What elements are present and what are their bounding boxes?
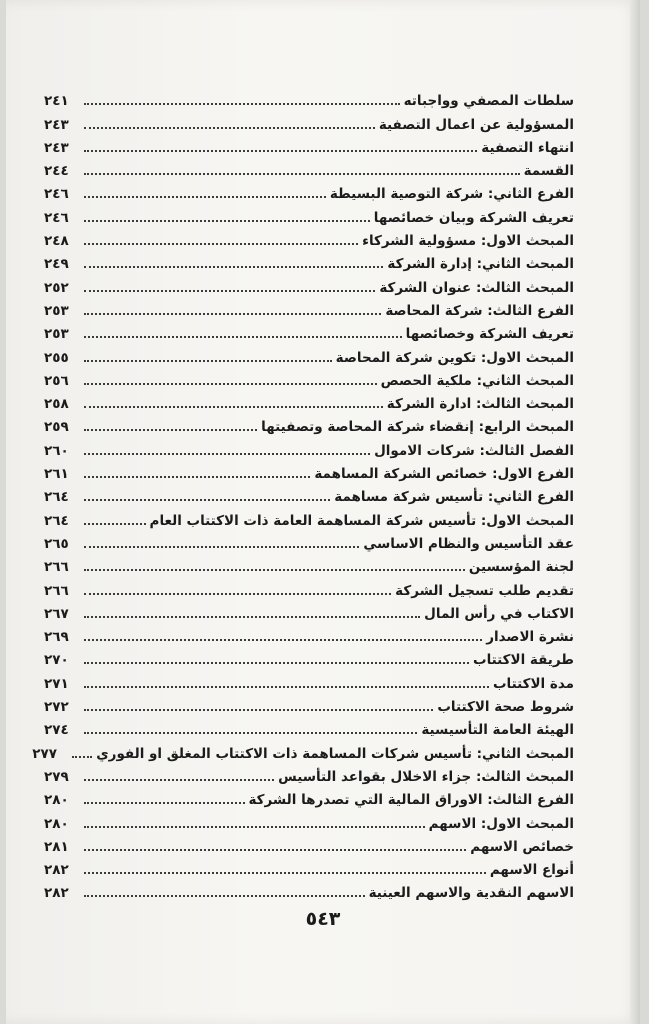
toc-entry-title: طريقة الاكتتاب bbox=[473, 652, 574, 669]
toc-entry bbox=[44, 669, 574, 692]
dot-leader bbox=[84, 686, 489, 688]
dot-leader bbox=[84, 802, 245, 804]
toc-entry-page: ٢٥٨ bbox=[44, 396, 69, 413]
toc-entry-page: ٢٨١ bbox=[44, 838, 69, 855]
toc-entry-title: المبحث الرابع: إنقضاء شركة المحاصة وتصفيتها bbox=[261, 419, 574, 436]
dot-leader bbox=[84, 103, 400, 105]
toc-entry bbox=[44, 809, 574, 832]
dot-leader bbox=[84, 429, 257, 431]
dot-leader bbox=[84, 453, 370, 455]
toc-entry-page: ٢٥٩ bbox=[44, 419, 69, 436]
toc-entry bbox=[44, 763, 574, 786]
dot-leader bbox=[84, 593, 391, 595]
toc-entry-page: ٢٦٦ bbox=[44, 582, 69, 599]
dot-leader bbox=[84, 639, 482, 641]
page-edge-shadow bbox=[630, 0, 640, 1024]
toc-entry-title: الفرع الثالث: الاوراق المالية التي تصدرها الشركة bbox=[248, 792, 574, 809]
dot-leader bbox=[84, 290, 375, 292]
toc-entry-title: المبحث الاول: تكوين شركة المحاصة bbox=[335, 349, 574, 366]
dot-leader bbox=[84, 196, 326, 198]
toc-entry-page: ٢٥٣ bbox=[44, 326, 69, 343]
toc-entry-page: ٢٥٢ bbox=[44, 279, 69, 296]
dot-leader bbox=[84, 546, 359, 548]
toc-entry bbox=[44, 250, 574, 273]
toc-entry-title: المبحث الثاني: إدارة الشركة bbox=[387, 256, 574, 273]
toc-entry-title: الفرع الاول: خصائص الشركة المساهمة bbox=[314, 466, 574, 483]
table-of-contents bbox=[32, 87, 574, 902]
toc-entry-title: سلطات المصفي وواجباته bbox=[403, 93, 574, 110]
toc-entry-page: ٢٤٦ bbox=[44, 186, 69, 203]
book-page bbox=[6, 0, 640, 1024]
toc-entry bbox=[44, 506, 574, 529]
toc-entry-page: ٢٤١ bbox=[44, 93, 69, 110]
toc-entry-title: المبحث الثالث: عنوان الشركة bbox=[379, 279, 574, 296]
dot-leader bbox=[84, 662, 469, 664]
toc-entry-page: ٢٤٩ bbox=[44, 256, 69, 273]
dot-leader bbox=[84, 243, 358, 245]
toc-entry-title: نشرة الاصدار bbox=[486, 629, 574, 646]
toc-entry-page: ٢٥٣ bbox=[44, 302, 69, 319]
toc-entry bbox=[44, 436, 574, 459]
toc-entry bbox=[44, 693, 574, 716]
toc-entry bbox=[44, 856, 574, 879]
toc-entry bbox=[44, 203, 574, 226]
toc-entry-page: ٢٤٤ bbox=[44, 163, 69, 180]
toc-entry-title: تقديم طلب تسجيل الشركة bbox=[395, 582, 574, 599]
toc-entry-title: المبحث الثالث: ادارة الشركة bbox=[386, 396, 574, 413]
toc-entry-title: الفرع الثالث: شركة المحاصة bbox=[385, 302, 574, 319]
dot-leader bbox=[84, 872, 486, 874]
toc-entry bbox=[44, 786, 574, 809]
toc-entry-title: شروط صحة الاكتتاب bbox=[437, 699, 574, 716]
dot-leader bbox=[84, 173, 520, 175]
toc-entry-page: ٢٧٢ bbox=[44, 699, 69, 716]
toc-entry-page: ٢٥٦ bbox=[44, 372, 69, 389]
dot-leader bbox=[84, 220, 370, 222]
toc-entry-title: الاكتاب في رأس المال bbox=[424, 605, 574, 622]
toc-entry-page: ٢٧١ bbox=[44, 675, 69, 692]
toc-entry bbox=[44, 879, 574, 902]
toc-entry bbox=[44, 576, 574, 599]
toc-entry-title: تعريف الشركة وبيان خصائصها bbox=[373, 209, 574, 226]
toc-entry bbox=[44, 180, 574, 203]
toc-entry-page: ٢٧٠ bbox=[44, 652, 69, 669]
toc-entry-page: ٢٧٤ bbox=[44, 722, 69, 739]
toc-entry-page: ٢٦٩ bbox=[44, 629, 69, 646]
toc-entry bbox=[44, 623, 574, 646]
toc-entry-title: عقد التأسيس والنظام الاساسي bbox=[363, 535, 574, 552]
dot-leader bbox=[84, 476, 310, 478]
toc-entry-title: الفرع الثاني: شركة التوصية البسيطة bbox=[329, 186, 574, 203]
toc-entry-page: ٢٦٤ bbox=[44, 512, 69, 529]
toc-entry-title: لجنة المؤسسين bbox=[468, 559, 574, 576]
toc-entry-page: ٢٦٧ bbox=[44, 605, 69, 622]
toc-entry bbox=[44, 227, 574, 250]
toc-entry-page: ٢٥٥ bbox=[44, 349, 69, 366]
toc-entry-title: القسمة bbox=[523, 163, 574, 180]
dot-leader bbox=[84, 849, 466, 851]
toc-entry bbox=[44, 134, 574, 157]
toc-entry-page: ٢٤٣ bbox=[44, 139, 69, 156]
toc-entry-title: خصائص الاسهم bbox=[470, 838, 574, 855]
toc-entry-page: ٢٦٦ bbox=[44, 559, 69, 576]
dot-leader bbox=[84, 616, 420, 618]
toc-entry-title: تعريف الشركة وخصائصها bbox=[405, 326, 574, 343]
toc-entry bbox=[44, 390, 574, 413]
toc-entry-page: ٢٨٠ bbox=[44, 815, 69, 832]
dot-leader bbox=[84, 360, 332, 362]
toc-entry-page: ٢٤٦ bbox=[44, 209, 69, 226]
dot-leader bbox=[84, 406, 383, 408]
dot-leader bbox=[84, 895, 365, 897]
dot-leader bbox=[84, 569, 465, 571]
dot-leader bbox=[84, 732, 417, 734]
toc-entry bbox=[44, 600, 574, 623]
toc-entry bbox=[44, 273, 574, 296]
toc-entry bbox=[44, 483, 574, 506]
toc-entry bbox=[44, 297, 574, 320]
toc-entry-title: المبحث الاول: مسؤولية الشركاء bbox=[362, 233, 574, 250]
toc-entry-page: ٢٦٥ bbox=[44, 535, 69, 552]
toc-entry-page: ٢٧٩ bbox=[44, 768, 69, 785]
toc-entry bbox=[44, 320, 574, 343]
dot-leader bbox=[84, 709, 433, 711]
toc-entry-title: مدة الاكتتاب bbox=[492, 675, 574, 692]
toc-entry bbox=[44, 367, 574, 390]
toc-entry-page: ٢٤٣ bbox=[44, 116, 69, 133]
dot-leader bbox=[84, 150, 477, 152]
toc-entry-title: انتهاء التصفية bbox=[481, 139, 574, 156]
toc-entry-page: ٢٦١ bbox=[44, 466, 69, 483]
toc-entry bbox=[44, 157, 574, 180]
toc-entry bbox=[44, 460, 574, 483]
toc-entry-title: المبحث الثاني: تأسيس شركات المساهمة ذات الاكتتاب المغلق او الفوري bbox=[96, 745, 574, 762]
toc-entry-title: المبحث الثالث: جزاء الاخلال بقواعد التأسيس bbox=[278, 768, 574, 785]
toc-entry-page: ٢٨٠ bbox=[44, 792, 69, 809]
toc-entry-title: الفرع الثاني: تأسيس شركة مساهمة bbox=[334, 489, 574, 506]
toc-entry bbox=[44, 530, 574, 553]
toc-entry-page: ٢٦٤ bbox=[44, 489, 69, 506]
dot-leader bbox=[84, 499, 330, 501]
toc-entry bbox=[44, 87, 574, 110]
toc-entry-title: أنواع الاسهم bbox=[489, 862, 574, 879]
toc-entry-title: المسؤولية عن اعمال التصفية bbox=[378, 116, 574, 133]
toc-entry-title: الهيئة العامة التأسيسية bbox=[421, 722, 574, 739]
dot-leader bbox=[72, 756, 92, 758]
toc-entry-page: ٢٨٢ bbox=[44, 862, 69, 879]
toc-entry-page: ٢٧٧ bbox=[32, 745, 58, 762]
toc-entry-page: ٢٤٨ bbox=[44, 233, 69, 250]
dot-leader bbox=[84, 127, 375, 129]
dot-leader bbox=[84, 266, 383, 268]
toc-entry bbox=[32, 739, 574, 762]
toc-entry-title: المبحث الاول: الاسهم bbox=[428, 815, 574, 832]
dot-leader bbox=[84, 313, 381, 315]
page-number: ٥٤٣ bbox=[305, 908, 341, 930]
toc-entry bbox=[44, 553, 574, 576]
toc-entry bbox=[44, 646, 574, 669]
dot-leader bbox=[84, 779, 274, 781]
toc-entry bbox=[44, 413, 574, 436]
dot-leader bbox=[84, 383, 377, 385]
dot-leader bbox=[84, 826, 425, 828]
toc-entry-title: الفصل الثالث: شركات الاموال bbox=[374, 442, 574, 459]
toc-entry bbox=[44, 343, 574, 366]
toc-entry-title: المبحث الثاني: ملكية الحصص bbox=[380, 372, 574, 389]
toc-entry-title: المبحث الاول: تأسيس شركة المساهمة العامة ذات الاكتتاب العام bbox=[149, 512, 574, 529]
toc-entry bbox=[44, 110, 574, 133]
toc-entry-title: الاسهم النقدية والاسهم العينية bbox=[368, 885, 574, 902]
dot-leader bbox=[84, 523, 146, 525]
toc-entry bbox=[44, 716, 574, 739]
toc-entry-page: ٢٨٢ bbox=[44, 885, 69, 902]
toc-entry-page: ٢٦٠ bbox=[44, 442, 69, 459]
toc-entry bbox=[44, 833, 574, 856]
dot-leader bbox=[84, 336, 402, 338]
